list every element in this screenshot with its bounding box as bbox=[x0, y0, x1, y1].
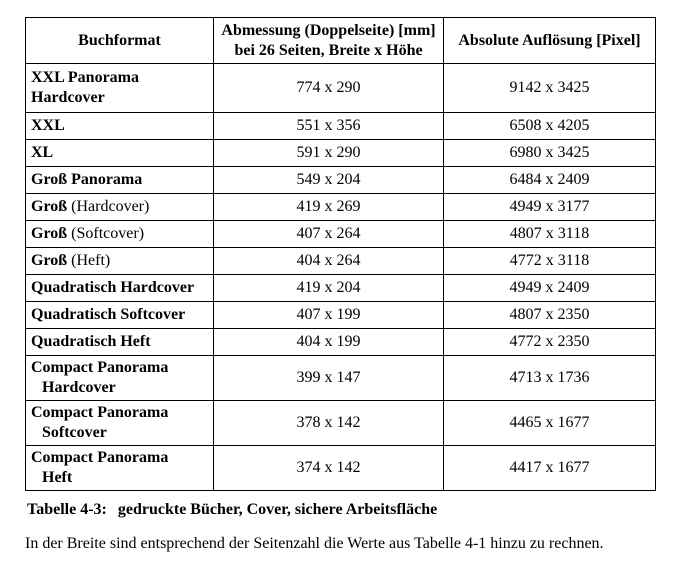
cell-abmessung: 404 x 264 bbox=[214, 248, 444, 275]
cell-abmessung: 399 x 147 bbox=[214, 356, 444, 401]
format-name: XXL bbox=[31, 117, 65, 134]
cell-abmessung: 407 x 264 bbox=[214, 221, 444, 248]
format-name: XL bbox=[31, 144, 54, 161]
cell-aufloesung: 6980 x 3425 bbox=[444, 140, 656, 167]
format-name: Groß Panorama bbox=[31, 171, 143, 188]
cell-abmessung: 378 x 142 bbox=[214, 401, 444, 446]
cell-abmessung: 774 x 290 bbox=[214, 64, 444, 113]
cell-aufloesung: 4807 x 2350 bbox=[444, 302, 656, 329]
cell-abmessung: 419 x 269 bbox=[214, 194, 444, 221]
header-label-line2: bei 26 Seiten, Breite x Höhe bbox=[234, 41, 423, 59]
cell-abmessung: 374 x 142 bbox=[214, 446, 444, 491]
cell-aufloesung: 9142 x 3425 bbox=[444, 64, 656, 113]
format-name: Quadratisch Hardcover bbox=[31, 279, 195, 296]
table-row bbox=[26, 401, 656, 446]
table-row bbox=[26, 64, 656, 113]
cell-aufloesung: 4465 x 1677 bbox=[444, 401, 656, 446]
header-cell-buchformat bbox=[26, 18, 214, 64]
format-name: Groß bbox=[31, 252, 68, 269]
format-name-line2: Heft bbox=[42, 469, 73, 486]
cell-buchformat bbox=[26, 329, 214, 356]
cell-buchformat bbox=[26, 221, 214, 248]
cell-buchformat bbox=[26, 302, 214, 329]
table-row bbox=[26, 194, 656, 221]
format-name: Groß bbox=[31, 225, 68, 242]
header-label-line1: Abmessung (Doppelseite) [mm] bbox=[221, 21, 436, 39]
cell-buchformat bbox=[26, 140, 214, 167]
table-row bbox=[26, 275, 656, 302]
cell-abmessung: 407 x 199 bbox=[214, 302, 444, 329]
cell-abmessung: 404 x 199 bbox=[214, 329, 444, 356]
header-cell-aufloesung bbox=[444, 18, 656, 64]
header-label: Buchformat bbox=[78, 31, 161, 49]
format-name: Quadratisch Heft bbox=[31, 333, 151, 350]
cell-aufloesung: 6508 x 4205 bbox=[444, 113, 656, 140]
cell-buchformat bbox=[26, 167, 214, 194]
table-row bbox=[26, 140, 656, 167]
cell-buchformat bbox=[26, 446, 214, 491]
cell-aufloesung: 6484 x 2409 bbox=[444, 167, 656, 194]
book-format-table bbox=[25, 17, 656, 491]
format-name-line2: Hardcover bbox=[42, 379, 116, 396]
cell-buchformat bbox=[26, 356, 214, 401]
cell-aufloesung: 4807 x 3118 bbox=[444, 221, 656, 248]
cell-aufloesung: 4949 x 2409 bbox=[444, 275, 656, 302]
format-variant: (Softcover) bbox=[67, 225, 145, 242]
table-row bbox=[26, 446, 656, 491]
footnote-text: In der Breite sind entsprechend der Seitenzahl die Werte aus Tabelle 4-1 hinzu zu rechnen. bbox=[25, 535, 604, 552]
format-name: Compact Panorama bbox=[31, 359, 169, 376]
caption-label: Tabelle 4-3: bbox=[27, 501, 107, 518]
table-row bbox=[26, 329, 656, 356]
format-name: Groß bbox=[31, 198, 68, 215]
cell-aufloesung: 4949 x 3177 bbox=[444, 194, 656, 221]
table-row bbox=[26, 356, 656, 401]
header-cell-abmessung bbox=[214, 18, 444, 64]
format-variant: (Hardcover) bbox=[67, 198, 150, 215]
format-name-line2: Hardcover bbox=[31, 89, 105, 106]
format-name: XXL Panorama bbox=[31, 69, 139, 86]
format-name-line2: Softcover bbox=[42, 424, 107, 441]
format-name: Compact Panorama bbox=[31, 404, 169, 421]
header-label: Absolute Auflösung [Pixel] bbox=[458, 31, 641, 49]
format-name: Quadratisch Softcover bbox=[31, 306, 186, 323]
table-row bbox=[26, 248, 656, 275]
cell-buchformat bbox=[26, 401, 214, 446]
table-row bbox=[26, 302, 656, 329]
cell-aufloesung: 4772 x 3118 bbox=[444, 248, 656, 275]
cell-buchformat bbox=[26, 248, 214, 275]
table-caption bbox=[27, 501, 437, 519]
cell-aufloesung: 4772 x 2350 bbox=[444, 329, 656, 356]
cell-aufloesung: 4713 x 1736 bbox=[444, 356, 656, 401]
cell-buchformat bbox=[26, 275, 214, 302]
cell-buchformat bbox=[26, 194, 214, 221]
table-header-row bbox=[26, 18, 656, 64]
format-name: Compact Panorama bbox=[31, 449, 169, 466]
caption-text: gedruckte Bücher, Cover, sichere Arbeitsfläche bbox=[117, 501, 438, 518]
table-row bbox=[26, 113, 656, 140]
cell-aufloesung: 4417 x 1677 bbox=[444, 446, 656, 491]
cell-abmessung: 591 x 290 bbox=[214, 140, 444, 167]
cell-abmessung: 419 x 204 bbox=[214, 275, 444, 302]
cell-buchformat bbox=[26, 64, 214, 113]
cell-abmessung: 549 x 204 bbox=[214, 167, 444, 194]
cell-buchformat bbox=[26, 113, 214, 140]
cell-abmessung: 551 x 356 bbox=[214, 113, 444, 140]
table-row bbox=[26, 167, 656, 194]
format-variant: (Heft) bbox=[67, 252, 111, 269]
table-row bbox=[26, 221, 656, 248]
